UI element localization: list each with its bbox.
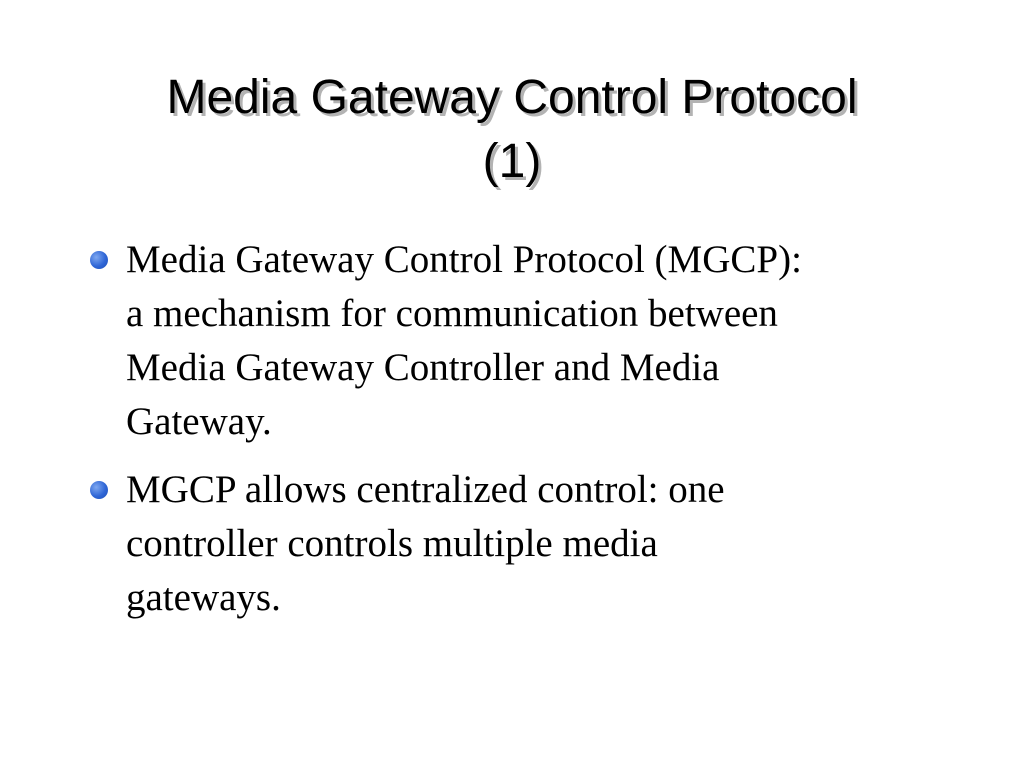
slide-title-line: Media Gateway Control Protocol [166,71,858,124]
bullet-text-line: a mechanism for communication between [126,292,778,335]
bullet-dot-icon [90,481,108,499]
slide-title [60,66,964,194]
bullet-item [90,463,950,625]
bullet-dot-icon [90,251,108,269]
bullet-text-line: Gateway. [126,400,272,443]
bullet-text-line: controller controls multiple media [126,522,658,565]
bullet-text-line: Media Gateway Controller and Media [126,346,720,389]
bullet-list [90,233,950,639]
bullet-text-line: MGCP allows centralized control: one [126,468,725,511]
bullet-text-line: Media Gateway Control Protocol (MGCP): [126,238,802,281]
slide-title-line: (1) [482,135,542,188]
bullet-text-line: gateways. [126,576,281,619]
bullet-item [90,233,950,449]
